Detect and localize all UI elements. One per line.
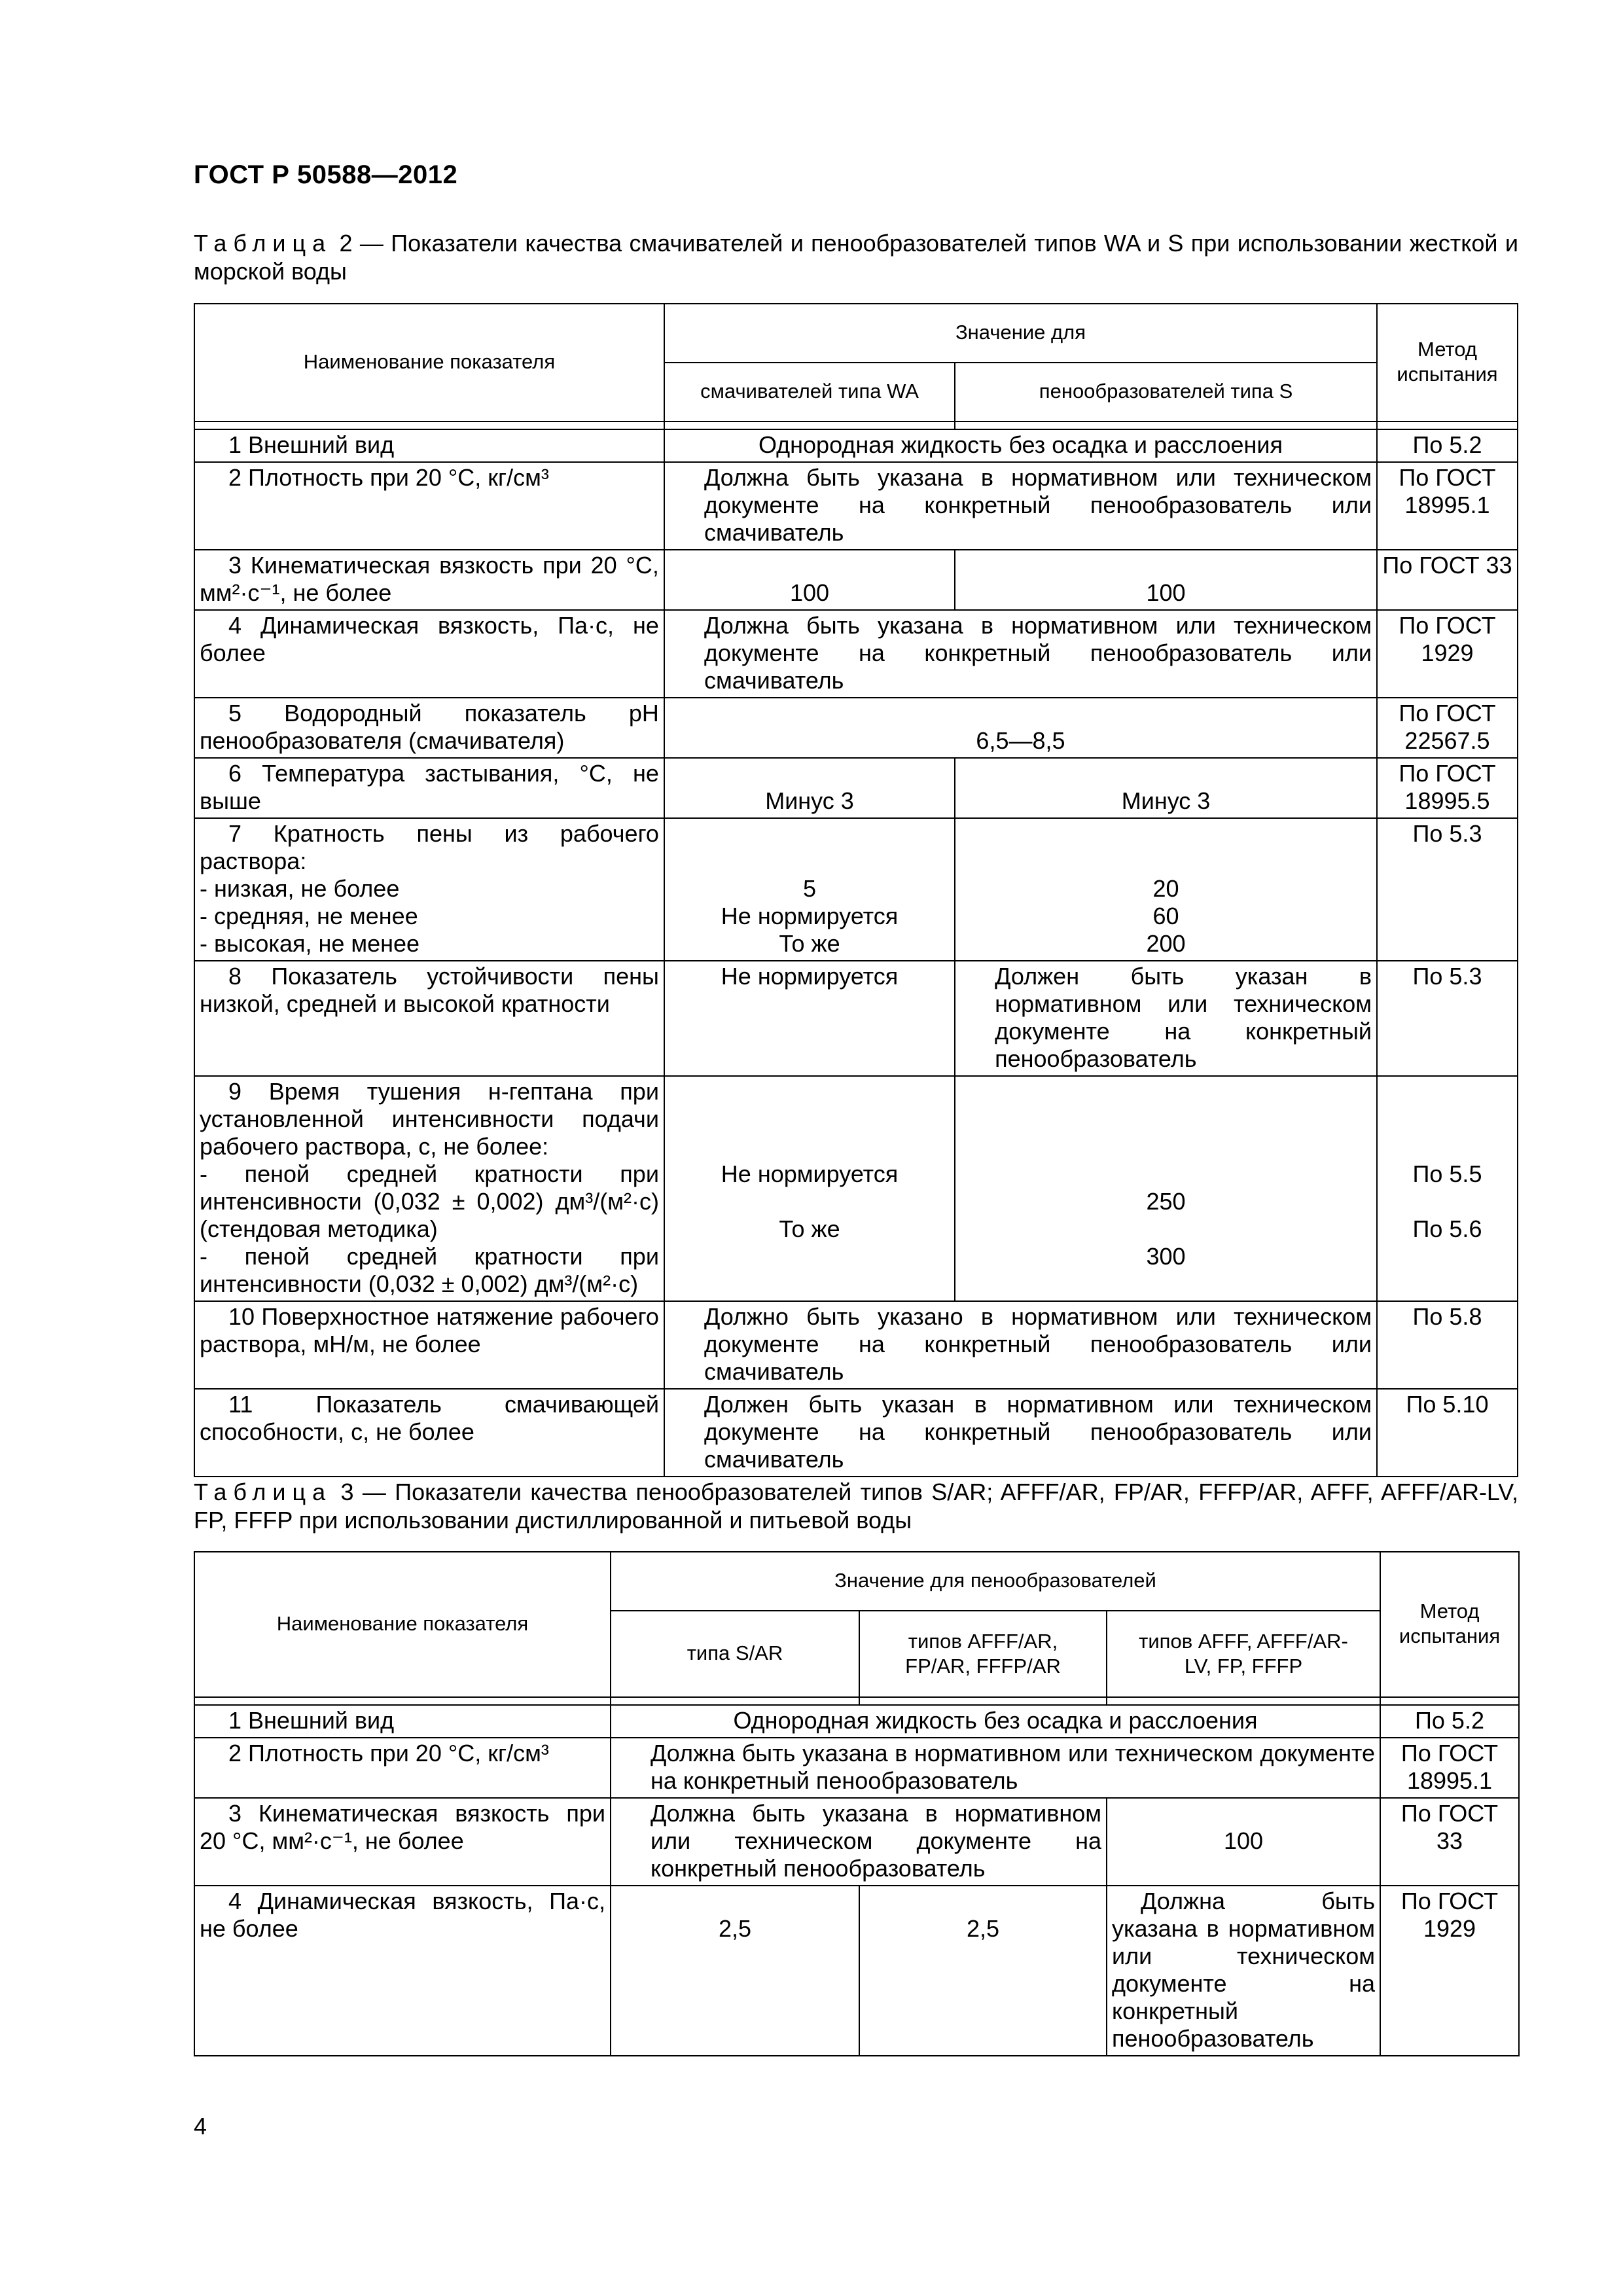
table2 <box>194 303 1518 1477</box>
t2-r3-s: 100 <box>955 550 1377 610</box>
t2-r9-wa-a: Не нормируется <box>721 1160 899 1187</box>
t2-r7-wa: 5 Не нормируется То же <box>664 818 955 961</box>
table-row <box>194 1389 1518 1477</box>
t2-r3-wa: 100 <box>664 550 955 610</box>
table-row <box>194 758 1518 818</box>
table-row <box>194 1705 1519 1738</box>
table3-caption <box>194 1478 1518 1534</box>
t2-r7-method: По 5.3 <box>1377 818 1518 961</box>
t2-r5-name: 5 Водородный показатель pH пенообразователя (смачивателя) <box>194 698 664 758</box>
t2-r9-s <box>955 1076 1377 1301</box>
t3-r1-method: По 5.2 <box>1380 1705 1519 1738</box>
t2-r8-wa: Не нормируется <box>664 961 955 1076</box>
t2-r2-method: По ГОСТ 18995.1 <box>1377 462 1518 550</box>
page-number: 4 <box>194 2113 207 2140</box>
t3-r4-method: По ГОСТ 1929 <box>1380 1886 1519 2056</box>
t2-r1-method: По 5.2 <box>1377 429 1518 462</box>
t2-header-name: Наименование показателя <box>194 304 664 422</box>
table3 <box>194 1551 1520 2056</box>
t2-r1-merged: Однородная жидкость без осадка и расслоения <box>664 429 1377 462</box>
t2-r9-name: 9 Время тушения н-гептана при установленной интенсивности подачи рабочего раствора, с, не более: - пеной средней кратности при интенсивности (0,032 ± 0,002) дм³/(м²·с) (стендовая методика) - пеной средней кратности при интенсивности (0,032 ± 0,002) дм³/(м²·с) <box>194 1076 664 1301</box>
table-row <box>194 1798 1519 1886</box>
t2-r1-name: 1 Внешний вид <box>194 429 664 462</box>
t3-r4-sar: 2,5 <box>611 1886 859 2056</box>
t3-r1-merged: Однородная жидкость без осадка и расслоения <box>611 1705 1380 1738</box>
t2-r4-name: 4 Динамическая вязкость, Па·с, не более <box>194 610 664 698</box>
table3-caption-text: 3 — Показатели качества пенообразователей типов S/AR; AFFF/AR, FP/AR, FFFP/AR, AFFF, AFFF/AR-LV, FP, FFFP при использовании дистиллированной и питьевой воды <box>194 1479 1518 1534</box>
t2-r7-name: 7 Кратность пены из рабочего раствора: - низкая, не более - средняя, не менее - высокая, не менее <box>194 818 664 961</box>
t3-r4-afff-ar: 2,5 <box>859 1886 1107 2056</box>
table-row <box>194 1076 1518 1301</box>
t2-r2-name: 2 Плотность при 20 °С, кг/см³ <box>194 462 664 550</box>
t3-r2-method: По ГОСТ 18995.1 <box>1380 1738 1519 1798</box>
t2-r9-method-b: По 5.6 <box>1412 1215 1482 1242</box>
table-row <box>194 610 1518 698</box>
t2-r4-merged: Должна быть указана в нормативном или техническом документе на конкретный пенообразователь или смачиватель <box>664 610 1377 698</box>
t2-r9-method-a: По 5.5 <box>1412 1160 1482 1187</box>
table-row <box>194 462 1518 550</box>
t3-r3-afff: 100 <box>1107 1798 1380 1886</box>
t2-header-value-for: Значение для <box>664 304 1377 363</box>
t3-header-afff-ar: типов AFFF/AR, FP/AR, FFFP/AR <box>859 1611 1107 1697</box>
t2-header-s: пенообразователей типа S <box>955 363 1377 422</box>
t2-r6-name: 6 Температура застывания, °С, не выше <box>194 758 664 818</box>
t2-r5-method: По ГОСТ 22567.5 <box>1377 698 1518 758</box>
t3-header-name: Наименование показателя <box>194 1552 611 1697</box>
t2-r4-method: По ГОСТ 1929 <box>1377 610 1518 698</box>
t2-r8-name: 8 Показатель устойчивости пены низкой, средней и высокой кратности <box>194 961 664 1076</box>
t2-r9-wa <box>664 1076 955 1301</box>
t2-r6-wa: Минус 3 <box>664 758 955 818</box>
t2-r2-merged: Должна быть указана в нормативном или техническом документе на конкретный пенообразователь или смачиватель <box>664 462 1377 550</box>
t3-header-method: Метод испытания <box>1380 1552 1519 1697</box>
t3-header-value-for: Значение для пенообразователей <box>611 1552 1380 1611</box>
t2-header-wa: смачивателей типа WA <box>664 363 955 422</box>
t3-r4-name: 4 Динамическая вязкость, Па·с, не более <box>194 1886 611 2056</box>
t3-header-sar: типа S/AR <box>611 1611 859 1697</box>
t3-r3-name: 3 Кинематическая вязкость при 20 °С, мм²·с⁻¹, не более <box>194 1798 611 1886</box>
t3-r3-method: По ГОСТ 33 <box>1380 1798 1519 1886</box>
t2-r3-name: 3 Кинематическая вязкость при 20 °С, мм²·с⁻¹, не более <box>194 550 664 610</box>
t2-r8-method: По 5.3 <box>1377 961 1518 1076</box>
table-row <box>194 1738 1519 1798</box>
table-row <box>194 1886 1519 2056</box>
table-row <box>194 818 1518 961</box>
t3-r4-afff: Должна быть указана в нормативном или техническом документе на конкретный пенообразователь <box>1107 1886 1380 2056</box>
t2-r9-wa-b: То же <box>779 1215 840 1242</box>
t2-r9-s-b: 300 <box>1146 1243 1186 1270</box>
table-row <box>194 429 1518 462</box>
t2-r5-merged: 6,5—8,5 <box>664 698 1377 758</box>
t2-header-method: Метод испытания <box>1377 304 1518 422</box>
t2-r11-method: По 5.10 <box>1377 1389 1518 1477</box>
t2-r8-s: Должен быть указан в нормативном или техническом документе на конкретный пенообразователь <box>955 961 1377 1076</box>
table-row <box>194 550 1518 610</box>
t2-r10-method: По 5.8 <box>1377 1301 1518 1389</box>
table-row <box>194 961 1518 1076</box>
doc-title: ГОСТ Р 50588—2012 <box>194 160 458 189</box>
table-row <box>194 1301 1518 1389</box>
t2-r6-s: Минус 3 <box>955 758 1377 818</box>
t2-r10-name: 10 Поверхностное натяжение рабочего раствора, мН/м, не более <box>194 1301 664 1389</box>
t3-header-afff: типов AFFF, AFFF/AR-LV, FP, FFFP <box>1107 1611 1380 1697</box>
t2-r6-method: По ГОСТ 18995.5 <box>1377 758 1518 818</box>
t2-r9-method <box>1377 1076 1518 1301</box>
t2-r10-merged: Должно быть указано в нормативном или техническом документе на конкретный пенообразователь или смачиватель <box>664 1301 1377 1389</box>
t2-r11-name: 11 Показатель смачивающей способности, с, не более <box>194 1389 664 1477</box>
t3-r1-name: 1 Внешний вид <box>194 1705 611 1738</box>
t2-r11-merged: Должен быть указан в нормативном или техническом документе на конкретный пенообразователь или смачиватель <box>664 1389 1377 1477</box>
table3-caption-label: Таблица <box>194 1479 332 1505</box>
t3-r2-merged: Должна быть указана в нормативном или техническом документе на конкретный пенообразователь <box>611 1738 1380 1798</box>
table-row <box>194 698 1518 758</box>
table2-caption-text: 2 — Показатели качества смачивателей и пенообразователей типов WA и S при использовании жесткой и морской воды <box>194 230 1518 285</box>
table2-caption-label: Таблица <box>194 230 332 257</box>
t2-r7-s: 20 60 200 <box>955 818 1377 961</box>
t3-r2-name: 2 Плотность при 20 °С, кг/см³ <box>194 1738 611 1798</box>
t2-r3-method: По ГОСТ 33 <box>1377 550 1518 610</box>
t2-r9-s-a: 250 <box>1146 1188 1186 1215</box>
table2-caption <box>194 229 1518 285</box>
t3-r3-merged: Должна быть указана в нормативном или техническом документе на конкретный пенообразователь <box>611 1798 1107 1886</box>
